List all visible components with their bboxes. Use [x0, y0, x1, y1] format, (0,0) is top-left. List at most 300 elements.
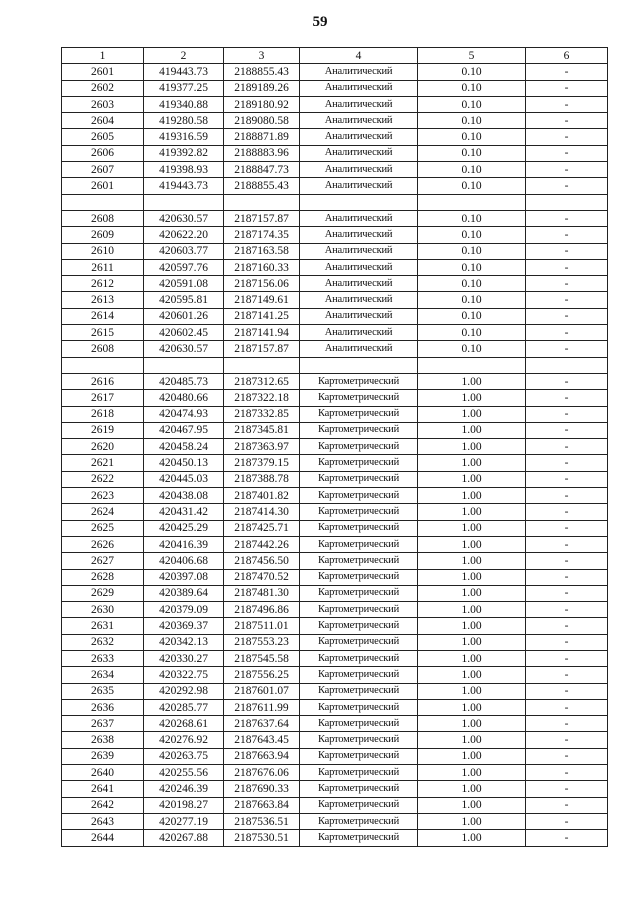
y-coordinate-cell: 2187157.87 [224, 341, 300, 357]
col6-cell: - [526, 634, 608, 650]
x-coordinate-cell [144, 194, 224, 210]
point-number-cell: 2601 [62, 64, 144, 80]
x-coordinate-cell: 420369.37 [144, 618, 224, 634]
col6-cell: - [526, 129, 608, 145]
column-header-4: 4 [300, 48, 418, 64]
method-cell: Аналитический [300, 113, 418, 129]
method-cell: Аналитический [300, 227, 418, 243]
point-number-cell: 2626 [62, 536, 144, 552]
point-number-cell: 2627 [62, 553, 144, 569]
accuracy-cell: 1.00 [418, 520, 526, 536]
method-cell: Картометрический [300, 813, 418, 829]
point-number-cell: 2610 [62, 243, 144, 259]
method-cell: Аналитический [300, 64, 418, 80]
coordinates-table [61, 47, 608, 847]
method-cell: Картометрический [300, 683, 418, 699]
x-coordinate-cell: 420397.08 [144, 569, 224, 585]
method-cell: Аналитический [300, 129, 418, 145]
x-coordinate-cell: 420450.13 [144, 455, 224, 471]
point-number-cell: 2629 [62, 585, 144, 601]
x-coordinate-cell: 419392.82 [144, 145, 224, 161]
column-header-3: 3 [224, 48, 300, 64]
method-cell: Картометрический [300, 797, 418, 813]
point-number-cell: 2622 [62, 471, 144, 487]
col6-cell: - [526, 488, 608, 504]
table-row [62, 64, 608, 80]
table-separator-row [62, 194, 608, 210]
table-row [62, 113, 608, 129]
point-number-cell: 2609 [62, 227, 144, 243]
table-row [62, 699, 608, 715]
y-coordinate-cell: 2187536.51 [224, 813, 300, 829]
col6-cell: - [526, 406, 608, 422]
x-coordinate-cell: 419443.73 [144, 178, 224, 194]
table-row [62, 602, 608, 618]
table-row [62, 683, 608, 699]
col6-cell: - [526, 145, 608, 161]
accuracy-cell: 1.00 [418, 781, 526, 797]
y-coordinate-cell: 2187611.99 [224, 699, 300, 715]
column-header-6: 6 [526, 48, 608, 64]
accuracy-cell: 1.00 [418, 504, 526, 520]
method-cell: Аналитический [300, 276, 418, 292]
table-row [62, 259, 608, 275]
method-cell: Картометрический [300, 830, 418, 846]
x-coordinate-cell: 420379.09 [144, 602, 224, 618]
col6-cell: - [526, 683, 608, 699]
x-coordinate-cell: 420467.95 [144, 422, 224, 438]
x-coordinate-cell: 420431.42 [144, 504, 224, 520]
point-number-cell: 2635 [62, 683, 144, 699]
table-row [62, 162, 608, 178]
method-cell: Аналитический [300, 341, 418, 357]
col6-cell: - [526, 292, 608, 308]
method-cell: Картометрический [300, 716, 418, 732]
table-body [62, 64, 608, 846]
point-number-cell: 2625 [62, 520, 144, 536]
point-number-cell: 2638 [62, 732, 144, 748]
col6-cell: - [526, 227, 608, 243]
method-cell: Аналитический [300, 162, 418, 178]
accuracy-cell: 1.00 [418, 716, 526, 732]
table-row [62, 227, 608, 243]
table-row [62, 422, 608, 438]
accuracy-cell: 0.10 [418, 227, 526, 243]
point-number-cell: 2619 [62, 422, 144, 438]
method-cell: Аналитический [300, 243, 418, 259]
y-coordinate-cell: 2187163.58 [224, 243, 300, 259]
col6-cell: - [526, 243, 608, 259]
method-cell: Аналитический [300, 178, 418, 194]
x-coordinate-cell: 420480.66 [144, 390, 224, 406]
col6-cell: - [526, 520, 608, 536]
method-cell: Картометрический [300, 520, 418, 536]
point-number-cell: 2613 [62, 292, 144, 308]
method-cell: Картометрический [300, 602, 418, 618]
col6-cell: - [526, 80, 608, 96]
table-row [62, 504, 608, 520]
col6-cell: - [526, 748, 608, 764]
table-row [62, 471, 608, 487]
x-coordinate-cell: 420255.56 [144, 765, 224, 781]
accuracy-cell: 1.00 [418, 471, 526, 487]
y-coordinate-cell: 2187174.35 [224, 227, 300, 243]
method-cell: Картометрический [300, 504, 418, 520]
point-number-cell: 2632 [62, 634, 144, 650]
y-coordinate-cell: 2187496.86 [224, 602, 300, 618]
accuracy-cell: 0.10 [418, 276, 526, 292]
y-coordinate-cell: 2187160.33 [224, 259, 300, 275]
x-coordinate-cell: 420268.61 [144, 716, 224, 732]
y-coordinate-cell: 2187322.18 [224, 390, 300, 406]
col6-cell: - [526, 585, 608, 601]
y-coordinate-cell: 2187149.61 [224, 292, 300, 308]
x-coordinate-cell: 420267.88 [144, 830, 224, 846]
y-coordinate-cell: 2187663.94 [224, 748, 300, 764]
table-row [62, 634, 608, 650]
header-row [62, 48, 608, 64]
accuracy-cell: 1.00 [418, 667, 526, 683]
accuracy-cell: 1.00 [418, 748, 526, 764]
table-row [62, 520, 608, 536]
col6-cell: - [526, 422, 608, 438]
point-number-cell: 2606 [62, 145, 144, 161]
table-row [62, 569, 608, 585]
y-coordinate-cell: 2187663.84 [224, 797, 300, 813]
x-coordinate-cell: 420263.75 [144, 748, 224, 764]
point-number-cell: 2617 [62, 390, 144, 406]
point-number-cell: 2628 [62, 569, 144, 585]
y-coordinate-cell: 2187601.07 [224, 683, 300, 699]
col6-cell: - [526, 308, 608, 324]
x-coordinate-cell: 420630.57 [144, 210, 224, 226]
y-coordinate-cell: 2189180.92 [224, 96, 300, 112]
col6-cell: - [526, 341, 608, 357]
col6-cell: - [526, 64, 608, 80]
method-cell: Картометрический [300, 536, 418, 552]
col6-cell: - [526, 373, 608, 389]
col6-cell: - [526, 162, 608, 178]
table-row [62, 585, 608, 601]
accuracy-cell: 0.10 [418, 178, 526, 194]
y-coordinate-cell: 2187141.94 [224, 325, 300, 341]
x-coordinate-cell: 419280.58 [144, 113, 224, 129]
accuracy-cell: 0.10 [418, 129, 526, 145]
point-number-cell: 2643 [62, 813, 144, 829]
y-coordinate-cell: 2187690.33 [224, 781, 300, 797]
x-coordinate-cell: 420330.27 [144, 650, 224, 666]
x-coordinate-cell: 419443.73 [144, 64, 224, 80]
accuracy-cell: 0.10 [418, 162, 526, 178]
method-cell: Картометрический [300, 569, 418, 585]
table-row [62, 830, 608, 846]
accuracy-cell: 0.10 [418, 243, 526, 259]
col6-cell: - [526, 96, 608, 112]
accuracy-cell: 1.00 [418, 536, 526, 552]
accuracy-cell [418, 194, 526, 210]
col6-cell: - [526, 325, 608, 341]
table-row [62, 455, 608, 471]
accuracy-cell: 0.10 [418, 325, 526, 341]
point-number-cell: 2616 [62, 373, 144, 389]
point-number-cell: 2642 [62, 797, 144, 813]
method-cell: Картометрический [300, 667, 418, 683]
point-number-cell: 2603 [62, 96, 144, 112]
accuracy-cell: 1.00 [418, 569, 526, 585]
col6-cell: - [526, 178, 608, 194]
col6-cell [526, 194, 608, 210]
table-row [62, 650, 608, 666]
y-coordinate-cell: 2187401.82 [224, 488, 300, 504]
table-row [62, 488, 608, 504]
x-coordinate-cell: 420425.29 [144, 520, 224, 536]
col6-cell: - [526, 569, 608, 585]
method-cell: Картометрический [300, 471, 418, 487]
method-cell: Аналитический [300, 325, 418, 341]
point-number-cell: 2621 [62, 455, 144, 471]
column-header-2: 2 [144, 48, 224, 64]
col6-cell: - [526, 650, 608, 666]
accuracy-cell: 0.10 [418, 259, 526, 275]
x-coordinate-cell: 420601.26 [144, 308, 224, 324]
table-row [62, 732, 608, 748]
table-row [62, 325, 608, 341]
table-row [62, 553, 608, 569]
accuracy-cell: 1.00 [418, 634, 526, 650]
table-row [62, 276, 608, 292]
col6-cell: - [526, 667, 608, 683]
y-coordinate-cell: 2187414.30 [224, 504, 300, 520]
table-row [62, 145, 608, 161]
method-cell: Картометрический [300, 650, 418, 666]
x-coordinate-cell: 419316.59 [144, 129, 224, 145]
point-number-cell: 2615 [62, 325, 144, 341]
method-cell: Картометрический [300, 732, 418, 748]
accuracy-cell: 0.10 [418, 96, 526, 112]
accuracy-cell: 1.00 [418, 813, 526, 829]
x-coordinate-cell: 420474.93 [144, 406, 224, 422]
point-number-cell: 2620 [62, 439, 144, 455]
method-cell: Картометрический [300, 699, 418, 715]
x-coordinate-cell: 420246.39 [144, 781, 224, 797]
y-coordinate-cell: 2187545.58 [224, 650, 300, 666]
y-coordinate-cell: 2187637.64 [224, 716, 300, 732]
accuracy-cell: 1.00 [418, 585, 526, 601]
point-number-cell: 2630 [62, 602, 144, 618]
y-coordinate-cell: 2188855.43 [224, 64, 300, 80]
accuracy-cell: 1.00 [418, 618, 526, 634]
table-row [62, 341, 608, 357]
accuracy-cell: 0.10 [418, 210, 526, 226]
x-coordinate-cell: 420406.68 [144, 553, 224, 569]
method-cell: Картометрический [300, 585, 418, 601]
point-number-cell: 2623 [62, 488, 144, 504]
x-coordinate-cell: 420597.76 [144, 259, 224, 275]
col6-cell: - [526, 732, 608, 748]
accuracy-cell: 0.10 [418, 292, 526, 308]
col6-cell: - [526, 553, 608, 569]
accuracy-cell: 0.10 [418, 113, 526, 129]
point-number-cell: 2639 [62, 748, 144, 764]
table-row [62, 667, 608, 683]
y-coordinate-cell: 2187442.26 [224, 536, 300, 552]
col6-cell: - [526, 602, 608, 618]
col6-cell: - [526, 781, 608, 797]
method-cell: Аналитический [300, 210, 418, 226]
col6-cell: - [526, 210, 608, 226]
x-coordinate-cell: 420389.64 [144, 585, 224, 601]
y-coordinate-cell: 2187363.97 [224, 439, 300, 455]
x-coordinate-cell: 420630.57 [144, 341, 224, 357]
col6-cell: - [526, 504, 608, 520]
accuracy-cell: 1.00 [418, 488, 526, 504]
col6-cell: - [526, 276, 608, 292]
y-coordinate-cell: 2187511.01 [224, 618, 300, 634]
method-cell: Картометрический [300, 618, 418, 634]
point-number-cell: 2601 [62, 178, 144, 194]
y-coordinate-cell [224, 357, 300, 373]
accuracy-cell: 1.00 [418, 732, 526, 748]
accuracy-cell: 1.00 [418, 683, 526, 699]
table-row [62, 308, 608, 324]
table-row [62, 178, 608, 194]
accuracy-cell: 1.00 [418, 602, 526, 618]
accuracy-cell: 1.00 [418, 650, 526, 666]
y-coordinate-cell: 2188855.43 [224, 178, 300, 194]
point-number-cell: 2605 [62, 129, 144, 145]
x-coordinate-cell [144, 357, 224, 373]
x-coordinate-cell: 420342.13 [144, 634, 224, 650]
y-coordinate-cell: 2187312.65 [224, 373, 300, 389]
accuracy-cell [418, 357, 526, 373]
y-coordinate-cell: 2187157.87 [224, 210, 300, 226]
x-coordinate-cell: 419340.88 [144, 96, 224, 112]
table-row [62, 210, 608, 226]
y-coordinate-cell: 2187676.06 [224, 765, 300, 781]
y-coordinate-cell: 2187379.15 [224, 455, 300, 471]
point-number-cell: 2614 [62, 308, 144, 324]
accuracy-cell: 1.00 [418, 455, 526, 471]
method-cell: Картометрический [300, 553, 418, 569]
table-row [62, 813, 608, 829]
y-coordinate-cell: 2187388.78 [224, 471, 300, 487]
table-row [62, 748, 608, 764]
x-coordinate-cell: 420198.27 [144, 797, 224, 813]
y-coordinate-cell [224, 194, 300, 210]
method-cell: Картометрический [300, 781, 418, 797]
col6-cell: - [526, 797, 608, 813]
point-number-cell [62, 357, 144, 373]
point-number-cell: 2604 [62, 113, 144, 129]
point-number-cell: 2633 [62, 650, 144, 666]
table-row [62, 292, 608, 308]
column-header-5: 5 [418, 48, 526, 64]
point-number-cell: 2618 [62, 406, 144, 422]
y-coordinate-cell: 2188871.89 [224, 129, 300, 145]
x-coordinate-cell: 420595.81 [144, 292, 224, 308]
method-cell [300, 194, 418, 210]
col6-cell: - [526, 439, 608, 455]
method-cell: Картометрический [300, 748, 418, 764]
y-coordinate-cell: 2187425.71 [224, 520, 300, 536]
method-cell: Картометрический [300, 406, 418, 422]
point-number-cell: 2641 [62, 781, 144, 797]
table-row [62, 406, 608, 422]
accuracy-cell: 1.00 [418, 439, 526, 455]
method-cell: Картометрический [300, 373, 418, 389]
table-row [62, 80, 608, 96]
table-row [62, 797, 608, 813]
col6-cell: - [526, 830, 608, 846]
accuracy-cell: 1.00 [418, 797, 526, 813]
method-cell: Картометрический [300, 390, 418, 406]
y-coordinate-cell: 2188883.96 [224, 145, 300, 161]
point-number-cell: 2634 [62, 667, 144, 683]
x-coordinate-cell: 420292.98 [144, 683, 224, 699]
table-row [62, 536, 608, 552]
point-number-cell: 2644 [62, 830, 144, 846]
table-row [62, 716, 608, 732]
accuracy-cell: 1.00 [418, 373, 526, 389]
table-row [62, 373, 608, 389]
table-row [62, 781, 608, 797]
x-coordinate-cell: 420445.03 [144, 471, 224, 487]
method-cell [300, 357, 418, 373]
table-row [62, 129, 608, 145]
table-row [62, 618, 608, 634]
col6-cell: - [526, 716, 608, 732]
table-separator-row [62, 357, 608, 373]
method-cell: Картометрический [300, 422, 418, 438]
accuracy-cell: 1.00 [418, 390, 526, 406]
x-coordinate-cell: 420276.92 [144, 732, 224, 748]
point-number-cell: 2631 [62, 618, 144, 634]
point-number-cell: 2602 [62, 80, 144, 96]
column-header-1: 1 [62, 48, 144, 64]
table-row [62, 96, 608, 112]
method-cell: Аналитический [300, 259, 418, 275]
accuracy-cell: 1.00 [418, 553, 526, 569]
x-coordinate-cell: 420438.08 [144, 488, 224, 504]
accuracy-cell: 1.00 [418, 830, 526, 846]
y-coordinate-cell: 2188847.73 [224, 162, 300, 178]
accuracy-cell: 0.10 [418, 145, 526, 161]
y-coordinate-cell: 2187456.50 [224, 553, 300, 569]
col6-cell: - [526, 390, 608, 406]
table-row [62, 243, 608, 259]
x-coordinate-cell: 420485.73 [144, 373, 224, 389]
x-coordinate-cell: 420591.08 [144, 276, 224, 292]
y-coordinate-cell: 2187156.06 [224, 276, 300, 292]
accuracy-cell: 1.00 [418, 422, 526, 438]
col6-cell: - [526, 699, 608, 715]
y-coordinate-cell: 2187332.85 [224, 406, 300, 422]
accuracy-cell: 1.00 [418, 765, 526, 781]
x-coordinate-cell: 420622.20 [144, 227, 224, 243]
x-coordinate-cell: 420602.45 [144, 325, 224, 341]
col6-cell: - [526, 618, 608, 634]
y-coordinate-cell: 2189080.58 [224, 113, 300, 129]
point-number-cell: 2608 [62, 210, 144, 226]
col6-cell: - [526, 536, 608, 552]
point-number-cell: 2607 [62, 162, 144, 178]
method-cell: Аналитический [300, 308, 418, 324]
y-coordinate-cell: 2187556.25 [224, 667, 300, 683]
method-cell: Картометрический [300, 634, 418, 650]
y-coordinate-cell: 2187481.30 [224, 585, 300, 601]
accuracy-cell: 1.00 [418, 406, 526, 422]
method-cell: Картометрический [300, 488, 418, 504]
